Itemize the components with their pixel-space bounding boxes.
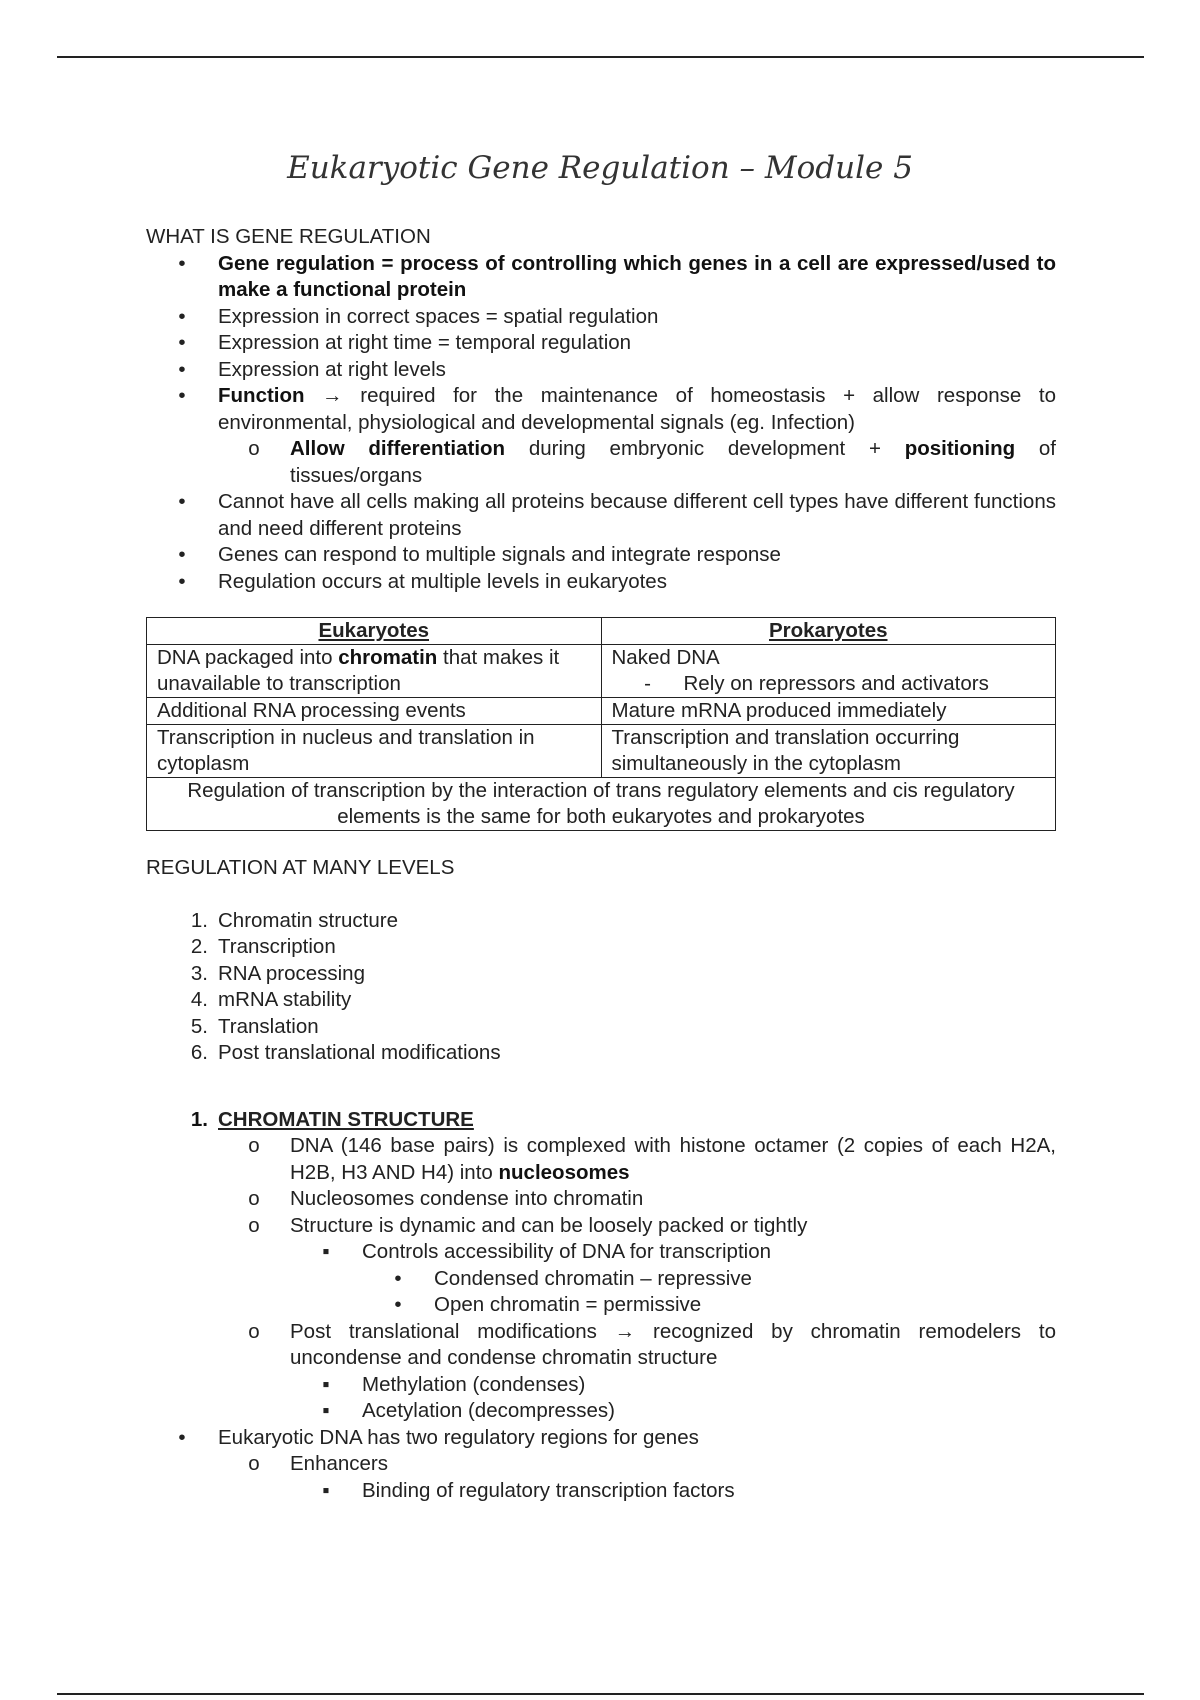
- numbered-item: [146, 1014, 1056, 1041]
- sub-sub-list-item: [290, 1239, 1056, 1266]
- bullet-marker: •: [178, 543, 186, 566]
- dash-item: [612, 671, 1046, 697]
- sub-list-item-text: [290, 1133, 1056, 1186]
- numbered-item-text: Post translational modifications: [218, 1041, 501, 1064]
- table-row: [147, 645, 1056, 698]
- bullet-marker: •: [394, 1293, 402, 1316]
- sub-sub-list-item: [290, 1372, 1056, 1399]
- cell-text: Naked DNA: [611, 646, 720, 669]
- bullet-marker: •: [178, 304, 186, 328]
- text-span: during embryonic development +: [505, 437, 905, 460]
- bullet-marker: •: [178, 357, 186, 381]
- number-marker: 3.: [190, 961, 208, 985]
- circle-marker: o: [248, 1319, 260, 1343]
- numbered-item: [146, 961, 1056, 988]
- square-marker: ▪: [322, 1372, 330, 1396]
- table-row: [147, 778, 1056, 831]
- circle-marker: o: [248, 1134, 260, 1157]
- header-eukaryotes: Eukaryotes: [147, 618, 602, 645]
- comparison-table: [146, 617, 1056, 831]
- number-marker: 1.: [190, 908, 208, 932]
- list-item-text: Expression at right time = temporal regulation: [218, 331, 632, 354]
- chromatin-section-heading: [146, 1107, 1056, 1134]
- numbered-item: [146, 908, 1056, 935]
- sub-list-item-text: [290, 436, 1056, 489]
- page-title: Eukaryotic Gene Regulation – Module 5: [287, 150, 913, 186]
- bullet-marker: •: [178, 1425, 186, 1449]
- numbered-item-text: mRNA stability: [218, 988, 352, 1011]
- numbered-item-text: Transcription: [218, 935, 336, 958]
- table-cell: Transcription in nucleus and translation in cytoplasm: [147, 725, 602, 778]
- nucleosomes-term: nucleosomes: [498, 1160, 630, 1184]
- sub-list-item: [218, 1319, 1056, 1372]
- circle-marker: o: [248, 437, 260, 460]
- sub-sub-list-item-text: Binding of regulatory transcription factors: [362, 1478, 735, 1502]
- sub-sub-list-item: [290, 1478, 1056, 1505]
- table-cell: Transcription and translation occurring simultaneously in the cytoplasm: [601, 725, 1056, 778]
- number-marker: 5.: [190, 1014, 208, 1038]
- sub-list-item-text: Structure is dynamic and can be loosely packed or tightly: [290, 1213, 808, 1237]
- section-heading-levels: REGULATION AT MANY LEVELS: [146, 856, 455, 879]
- bullet-marker: •: [178, 490, 186, 513]
- bottom-rule: [57, 1693, 1144, 1695]
- definition-text: Gene regulation = process of controlling which genes in a cell are expressed/used to make a functional protein: [218, 251, 1056, 301]
- deep-list-item-text: Condensed chromatin – repressive: [434, 1266, 752, 1290]
- positioning-label: positioning: [904, 437, 1016, 460]
- numbered-item-text: RNA processing: [218, 961, 365, 985]
- list-item-text: [218, 383, 1056, 436]
- list-item-text: Expression at right levels: [218, 357, 446, 381]
- numbered-item: [146, 934, 1056, 961]
- sub-list-item: [218, 1213, 1056, 1240]
- header-prokaryotes: Prokaryotes: [601, 618, 1056, 645]
- dash-item-text: Rely on repressors and activators: [683, 672, 989, 695]
- list-item: [146, 383, 1056, 436]
- square-marker: ▪: [322, 1399, 330, 1422]
- numbered-item-text: Chromatin structure: [218, 908, 399, 932]
- list-item-text: Expression in correct spaces = spatial regulation: [218, 304, 659, 328]
- number-marker: 1.: [190, 1107, 208, 1131]
- table-header-row: [147, 618, 1056, 645]
- bullet-marker: •: [178, 569, 186, 593]
- chromatin-heading-text: CHROMATIN STRUCTURE: [218, 1107, 474, 1131]
- sub-sub-list-item: [290, 1398, 1056, 1425]
- circle-marker: o: [248, 1187, 260, 1210]
- table-cell: Mature mRNA produced immediately: [601, 698, 1056, 725]
- text-span: that makes it unavailable to transcription: [157, 646, 560, 695]
- list-item-text: Genes can respond to multiple signals and integrate response: [218, 543, 781, 566]
- bullet-marker: •: [394, 1266, 402, 1290]
- sub-list-item: [218, 1186, 1056, 1213]
- section-heading-what-is: WHAT IS GENE REGULATION: [146, 225, 431, 248]
- table-cell: [147, 645, 602, 698]
- circle-marker: o: [248, 1213, 260, 1237]
- sub-list-item: [218, 1133, 1056, 1186]
- list-item: [146, 1425, 1056, 1452]
- numbered-item-text: Translation: [218, 1014, 319, 1038]
- list-item: [146, 569, 1056, 596]
- numbered-item: [146, 987, 1056, 1014]
- list-item: [146, 357, 1056, 384]
- text-span: DNA (146 base pairs) is complexed with histone octamer (2 copies of each H2A, H2B, H3 AND H4) into: [290, 1134, 1056, 1184]
- table-cell-spanning: Regulation of transcription by the interaction of trans regulatory elements and cis regulatory elements is the same for both eukaryotes and prokaryotes: [147, 778, 1056, 831]
- list-item-text: Eukaryotic DNA has two regulatory regions for genes: [218, 1425, 699, 1449]
- numbered-item: [146, 1040, 1056, 1067]
- list-item: [146, 304, 1056, 331]
- document-body: [146, 224, 1056, 1504]
- deep-list-item: [362, 1266, 1056, 1293]
- table-cell: Additional RNA processing events: [147, 698, 602, 725]
- bullet-marker: •: [178, 331, 186, 354]
- top-rule: [57, 56, 1144, 58]
- table-cell: [601, 645, 1056, 698]
- sub-sub-list-item-text: Methylation (condenses): [362, 1372, 586, 1396]
- list-item: [146, 542, 1056, 569]
- circle-marker: o: [248, 1452, 260, 1475]
- function-label: Function: [218, 384, 305, 407]
- sub-sub-list-item-text: Controls accessibility of DNA for transcription: [362, 1240, 772, 1263]
- dash-marker: -: [644, 672, 651, 695]
- deep-list-item: [362, 1292, 1056, 1319]
- bullet-marker: •: [178, 251, 186, 275]
- sub-list-item: [218, 436, 1056, 489]
- chromatin-term: chromatin: [338, 646, 438, 669]
- text-span: of tissues/organs: [290, 437, 1056, 487]
- list-item-text: Regulation occurs at multiple levels in eukaryotes: [218, 569, 667, 593]
- number-marker: 6.: [190, 1041, 208, 1064]
- deep-list-item-text: Open chromatin = permissive: [434, 1293, 702, 1316]
- square-marker: ▪: [322, 1478, 330, 1502]
- sub-list-item-text: Enhancers: [290, 1452, 389, 1475]
- list-item: [146, 330, 1056, 357]
- sub-list-item-text: Post translational modifications → recognized by chromatin remodelers to uncondense and condense chromatin structure: [290, 1319, 1056, 1369]
- list-item: [146, 489, 1056, 542]
- list-item: [146, 251, 1056, 304]
- sub-list-item-text: Nucleosomes condense into chromatin: [290, 1187, 644, 1210]
- list-item-text: Cannot have all cells making all proteins because different cell types have different functions and need different proteins: [218, 490, 1056, 540]
- sub-list-item: [218, 1451, 1056, 1478]
- bullet-marker: •: [178, 384, 186, 407]
- function-text: → required for the maintenance of homeostasis + allow response to environmental, physiological and developmental signals (eg. Infection): [218, 384, 1056, 434]
- number-marker: 4.: [190, 988, 208, 1011]
- square-marker: ▪: [322, 1240, 330, 1263]
- text-span: DNA packaged into: [157, 646, 339, 669]
- sub-sub-list-item-text: Acetylation (decompresses): [362, 1399, 615, 1422]
- number-marker: 2.: [190, 935, 208, 958]
- table-row: [147, 698, 1056, 725]
- table-row: [147, 725, 1056, 778]
- differentiation-label: Allow differentiation: [290, 437, 506, 460]
